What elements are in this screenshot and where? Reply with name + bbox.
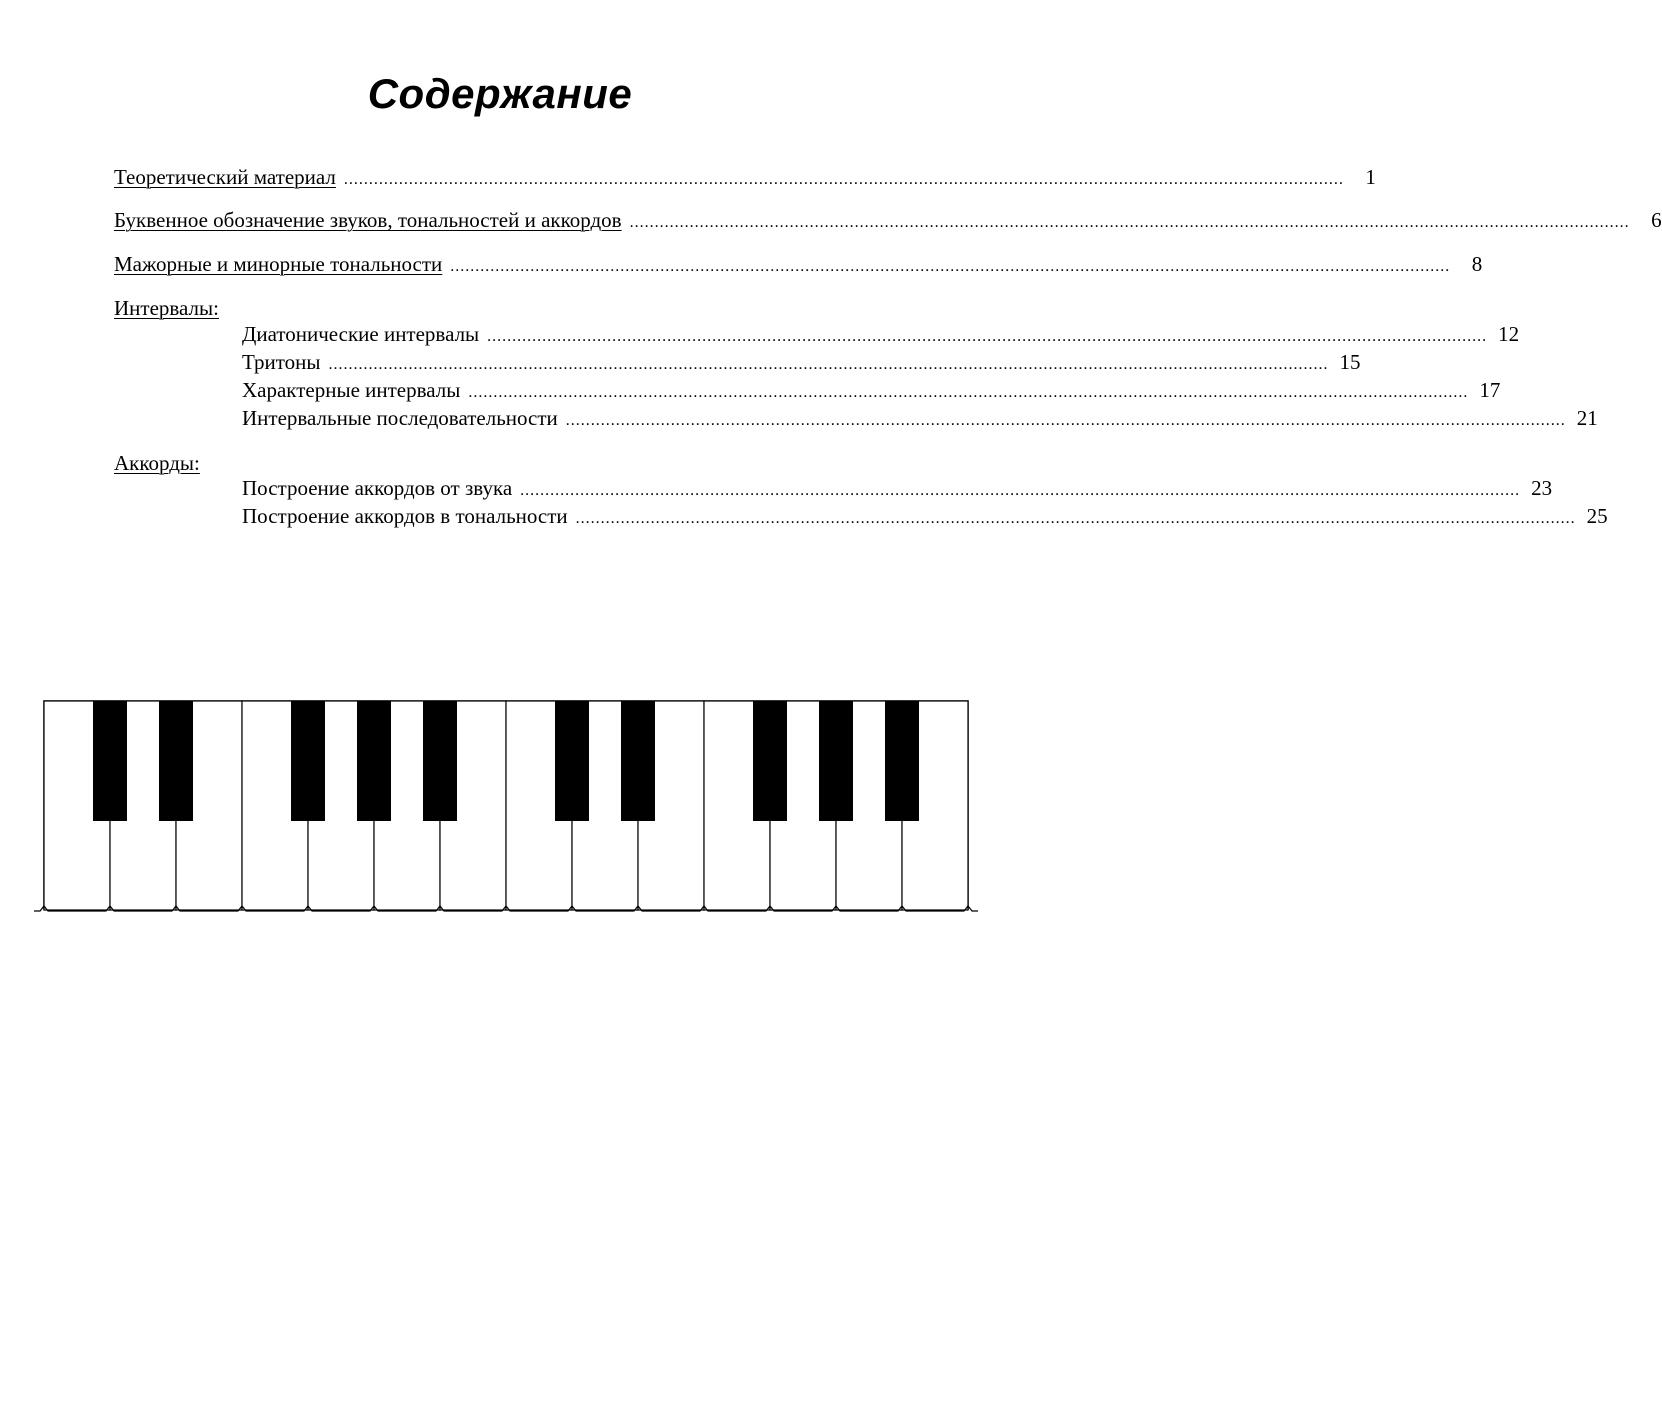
toc-leader-dots: ........................................................................................................................................................................................................: [487, 328, 1488, 345]
black-key: [885, 701, 919, 821]
toc-entry-page: 15: [1339, 350, 1361, 374]
toc-leader-dots: ........................................................................................................................................................................................................: [468, 384, 1469, 401]
toc-entry-label: Характерные интервалы: [242, 378, 461, 402]
toc-entry-label: Интервальные последовательности: [242, 406, 558, 430]
toc-leader-dots: ........................................................................................................................................................................................................: [565, 412, 1566, 429]
toc-entry-label: Диатонические интервалы: [242, 322, 480, 346]
toc-entry-page: 1: [1365, 165, 1376, 189]
toc-entry-label: Мажорные и минорные тональности: [114, 252, 443, 276]
toc-entry-label: Буквенное обозначение звуков, тональностей и аккордов: [114, 208, 622, 232]
section-heading-chords[interactable]: Аккорды:: [114, 451, 200, 475]
black-key: [423, 701, 457, 821]
black-key: [291, 701, 325, 821]
toc-entry-label: Теоретический материал: [114, 165, 336, 189]
toc-entry-page: 25: [1586, 504, 1608, 528]
black-key: [357, 701, 391, 821]
page-title: Содержание: [367, 70, 633, 117]
toc-entry-page: 6: [1651, 208, 1662, 232]
toc-entry-page: 23: [1531, 476, 1553, 500]
black-key: [753, 701, 787, 821]
toc-entry-label: Тритоны: [242, 350, 321, 374]
toc-entry-page: 17: [1479, 378, 1501, 402]
toc-leader-dots: ........................................................................................................................................................................................................: [629, 214, 1630, 231]
toc-leader-dots: ........................................................................................................................................................................................................: [343, 171, 1344, 188]
black-key: [159, 701, 193, 821]
toc-leader-dots: ........................................................................................................................................................................................................: [450, 258, 1451, 275]
toc-entry-page: 8: [1471, 252, 1483, 276]
toc-leader-dots: ........................................................................................................................................................................................................: [328, 356, 1329, 373]
toc-entry-label: Построение аккордов в тональности: [242, 504, 568, 528]
black-key: [621, 701, 655, 821]
toc-entry-page: 21: [1576, 406, 1598, 430]
toc-leader-dots: ........................................................................................................................................................................................................: [520, 482, 1521, 499]
black-key: [555, 701, 589, 821]
toc-entry-label: Построение аккордов от звука: [242, 476, 513, 500]
black-key: [93, 701, 127, 821]
black-key: [819, 701, 853, 821]
toc-entry-page: 12: [1498, 322, 1520, 346]
section-heading-intervals[interactable]: Интервалы:: [114, 296, 219, 320]
toc-leader-dots: ........................................................................................................................................................................................................: [575, 510, 1576, 527]
